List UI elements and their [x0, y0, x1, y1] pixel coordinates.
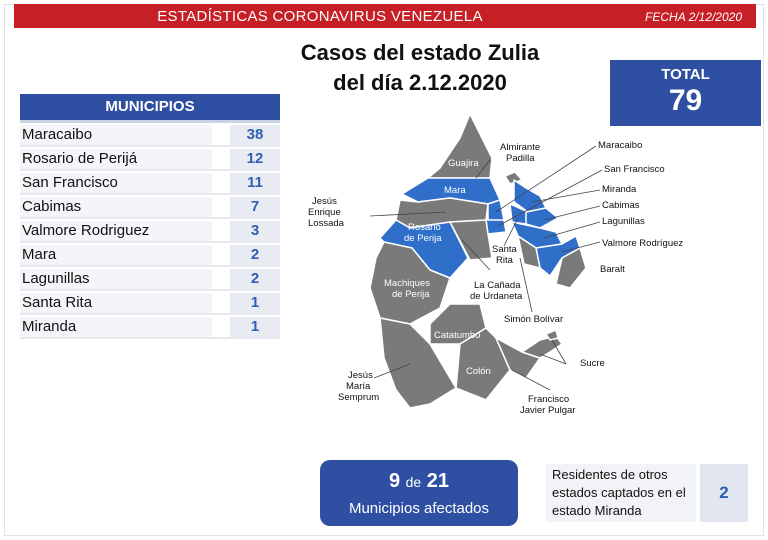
map-label-machiques-1: Machiques	[384, 278, 430, 289]
map-label-santa-rita-1: Santa	[492, 244, 517, 255]
banner-title: ESTADÍSTICAS CORONAVIRUS VENEZUELA	[157, 8, 483, 25]
table-row	[20, 123, 280, 147]
region-maracaibo	[488, 200, 504, 222]
top-banner	[14, 4, 756, 28]
map-label-almirante-2: Padilla	[506, 153, 535, 164]
municipio-value: 1	[230, 293, 280, 313]
leader-lagunillas	[544, 222, 600, 238]
region-san-francisco	[486, 220, 506, 234]
residents-value: 2	[700, 464, 748, 522]
page-title-line1: Casos del estado Zulia	[300, 40, 540, 65]
map-label-lagunillas: Lagunillas	[602, 216, 645, 227]
municipio-name: Miranda	[20, 317, 212, 337]
municipio-name: Lagunillas	[20, 269, 212, 289]
municipios-header: MUNICIPIOS	[20, 94, 280, 123]
map-label-santa-rita-2: Rita	[496, 255, 513, 266]
map-label-baralt: Baralt	[600, 264, 625, 275]
banner-date: FECHA 2/12/2020	[645, 10, 742, 24]
total-value: 79	[668, 84, 703, 117]
table-row	[20, 267, 280, 291]
affected-municipios-box	[320, 460, 518, 526]
municipio-name: Rosario de Perijá	[20, 149, 212, 169]
map-label-machiques-2: de Perija	[392, 289, 430, 300]
affected-de: de	[405, 474, 422, 490]
table-row	[20, 195, 280, 219]
affected-label: Municipios afectados	[348, 500, 490, 517]
map-label-guajira: Guajira	[448, 158, 479, 169]
map-label-rosario-2: de Perija	[404, 233, 442, 244]
table-row	[20, 291, 280, 315]
table-row	[20, 315, 280, 339]
map-label-jesus-maria-3: Semprum	[338, 392, 380, 403]
page-title	[270, 38, 570, 98]
map-label-canada-2: de Urdaneta	[470, 291, 523, 302]
map-label-francisco-1: Francisco	[528, 394, 570, 405]
map-label-jesus-enrique-3: Lossada	[308, 218, 344, 229]
municipio-name: Mara	[20, 245, 212, 265]
municipio-value: 11	[230, 173, 280, 193]
leader-sucre-b	[540, 354, 566, 364]
map-label-mara: Mara	[444, 185, 466, 196]
table-row	[20, 171, 280, 195]
zulia-map	[300, 108, 700, 428]
total-label: TOTAL	[661, 66, 710, 83]
map-label-catatumbo: Catatumbo	[434, 330, 481, 341]
residents-text-1: Residentes de otros	[552, 467, 668, 482]
residents-text-3: estado Miranda	[552, 503, 642, 518]
affected-count: 9	[388, 470, 401, 492]
map-label-sucre: Sucre	[580, 358, 605, 369]
map-label-jesus-maria-1: Jesús	[348, 370, 373, 381]
affected-total: 21	[426, 470, 450, 492]
map-label-almirante-1: Almirante	[500, 142, 541, 153]
municipio-value: 12	[230, 149, 280, 169]
map-label-san-francisco: San Francisco	[604, 164, 665, 175]
map-label-rosario-1: Rosario	[408, 222, 441, 233]
municipio-value: 1	[230, 317, 280, 337]
municipio-name: Maracaibo	[20, 125, 212, 145]
page-title-line2: del día 2.12.2020	[333, 70, 507, 95]
municipio-value: 2	[230, 269, 280, 289]
leader-miranda	[532, 190, 600, 202]
table-row	[20, 219, 280, 243]
map-label-simon-bolivar: Simón Bolívar	[504, 314, 564, 325]
map-label-cabimas: Cabimas	[602, 200, 640, 211]
map-label-colon: Colón	[466, 366, 491, 377]
municipio-name: Santa Rita	[20, 293, 212, 313]
residents-text-2: estados captados en el	[552, 485, 686, 500]
map-label-francisco-2: Javier Pulgar	[520, 405, 576, 416]
municipio-name: San Francisco	[20, 173, 212, 193]
municipio-name: Cabimas	[20, 197, 212, 217]
municipio-value: 7	[230, 197, 280, 217]
municipio-name: Valmore Rodriguez	[20, 221, 212, 241]
municipio-value: 3	[230, 221, 280, 241]
leader-francisco	[512, 370, 550, 390]
map-label-jesus-maria-2: María	[346, 381, 371, 392]
municipio-value: 2	[230, 245, 280, 265]
affected-count-line	[320, 470, 518, 493]
map-label-jesus-enrique-1: Jesús	[312, 196, 337, 207]
municipio-value: 38	[230, 125, 280, 145]
map-label-miranda: Miranda	[602, 184, 637, 195]
table-row	[20, 147, 280, 171]
residents-box	[546, 464, 696, 522]
municipios-table	[20, 123, 280, 339]
table-row	[20, 243, 280, 267]
map-label-maracaibo: Maracaibo	[598, 140, 643, 151]
map-label-valmore: Valmore Rodríguez	[602, 238, 684, 249]
map-label-canada-1: La Cañada	[474, 280, 521, 291]
map-label-jesus-enrique-2: Enrique	[308, 207, 341, 218]
